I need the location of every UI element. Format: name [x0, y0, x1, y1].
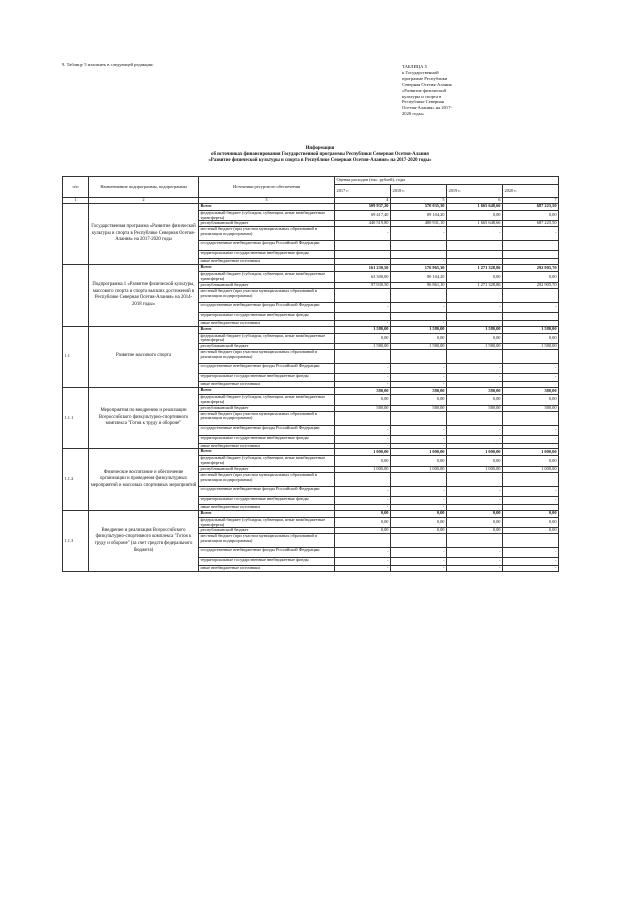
table-caption [402, 64, 498, 117]
amount-cell: 0,00 [335, 333, 391, 344]
funding-source: Всего [199, 510, 335, 517]
amount-cell [335, 472, 391, 486]
amount-cell: 0,00 [335, 517, 391, 528]
amount-cell [503, 251, 559, 259]
funding-source: республиканский бюджет [199, 528, 335, 534]
amount-cell: - [503, 496, 559, 504]
amount-cell: - [391, 548, 447, 558]
table-row [63, 449, 559, 456]
amount-cell: 0,00 [447, 510, 503, 517]
amount-cell: 440 519,80 [335, 221, 391, 227]
amount-cell: - [391, 320, 447, 326]
funding-source: государственные внебюджетные фонды Российской Федерации [199, 364, 335, 374]
funding-source: Всего [199, 449, 335, 456]
program-name: Развитие массового спорта [89, 326, 199, 387]
amount-cell: 580,00 [503, 387, 559, 394]
funding-source: федеральный бюджет (субсидии, субвенции, иные межбюджетные трансферты) [199, 394, 335, 405]
amount-cell: 1 580,00 [391, 326, 447, 333]
amount-cell [503, 534, 559, 548]
amount-cell: - [447, 496, 503, 504]
column-number: 3 [199, 198, 335, 204]
header-year: 2017 г. [335, 185, 391, 198]
row-number [63, 203, 89, 264]
amount-cell [335, 312, 391, 320]
amount-cell: 80 104,20 [391, 272, 447, 283]
doc-subtitle-2: «Развитие физической культуры и спорта в Республике Северная Осетия-Алания» на 2017-2020 годы» [208, 158, 432, 163]
amount-cell: 580,00 [447, 387, 503, 394]
amount-cell: - [447, 364, 503, 374]
amount-cell: 292 905,70 [503, 282, 559, 288]
amount-cell: - [391, 566, 447, 572]
column-number: 1 [63, 198, 89, 204]
amount-cell: - [335, 435, 391, 443]
amount-cell: 0,00 [503, 456, 559, 467]
funding-source: федеральный бюджет (субсидии, субвенции, иные межбюджетные трансферты) [199, 210, 335, 221]
amount-cell: 0,00 [335, 456, 391, 467]
amount-cell: 1 000,00 [503, 466, 559, 472]
amount-cell: - [335, 558, 391, 566]
amount-cell: 0,00 [447, 456, 503, 467]
funding-source: местный бюджет (при участии муниципальных образований в реализации подпрограммы) [199, 227, 335, 241]
amount-cell [391, 350, 447, 364]
funding-source: Всего [199, 203, 335, 210]
row-number: 1.1 [63, 326, 89, 387]
amount-cell: 1 271 328,86 [447, 282, 503, 288]
amount-cell: 1 665 648,66 [447, 203, 503, 210]
amount-cell: 0,00 [335, 510, 391, 517]
caption-line: Республике Северная [402, 99, 444, 105]
amount-cell: 1 000,00 [335, 466, 391, 472]
funding-source: территориальные государственные внебюджетные фонды [199, 312, 335, 320]
caption-line: «Развитие физической [402, 87, 446, 93]
funding-source: территориальные государственные внебюджетные фонды [199, 251, 335, 259]
amount-cell: - [447, 227, 503, 241]
column-number: 5 [391, 198, 447, 204]
amount-cell: 570 035,30 [391, 203, 447, 210]
amount-cell: 687 225,50 [503, 221, 559, 227]
amount-cell: - [335, 443, 391, 449]
amount-cell: 1 665 648,66 [447, 221, 503, 227]
amount-cell [447, 350, 503, 364]
amount-cell: 176 965,30 [391, 265, 447, 272]
header-name: Наименование подпрограммы, подпрограммы [89, 177, 199, 198]
amount-cell [391, 251, 447, 259]
amount-cell: - [447, 425, 503, 435]
amount-cell [447, 534, 503, 548]
amount-cell: 89 104,20 [391, 210, 447, 221]
amount-cell: - [391, 364, 447, 374]
amount-cell: 0,00 [391, 394, 447, 405]
amount-cell: 1 580,00 [503, 344, 559, 350]
program-name: Государственная программа «Развитие физической культуры и спорта в Республике Северная Осетия-Алания» на 2017-2020 годы [89, 203, 199, 264]
amount-cell: 0,00 [503, 210, 559, 221]
funding-source: Всего [199, 326, 335, 333]
amount-cell: 0,00 [391, 510, 447, 517]
funding-source: федеральный бюджет (субсидии, субвенции, иные межбюджетные трансферты) [199, 333, 335, 344]
caption-line: культуры и спорта в [402, 93, 442, 99]
amount-cell: 0,00 [335, 528, 391, 534]
amount-cell: 0,00 [391, 333, 447, 344]
amount-cell: 1 580,00 [503, 326, 559, 333]
funding-source: местный бюджет (при участии муниципальных образований в реализации подпрограммы) [199, 534, 335, 548]
funding-source: местный бюджет (при участии муниципальных образований в реализации подпрограммы) [199, 411, 335, 425]
amount-cell: - [503, 486, 559, 496]
amount-cell [391, 241, 447, 251]
amount-cell [503, 350, 559, 364]
funding-source: федеральный бюджет (субсидии, субвенции, иные межбюджетные трансферты) [199, 272, 335, 283]
program-name: Подпрограмма 1 «Развитие физической культуры, массового спорта и спорта высших достижений в Республике Северная Осетия-Алания» на 2014-2018 годы» [89, 265, 199, 326]
amount-cell: - [447, 486, 503, 496]
amount-cell [503, 288, 559, 302]
amount-cell: - [391, 374, 447, 382]
doc-subtitle: об источниках финансирования Государственной программы Республики Северная Осетия-Алания [211, 152, 429, 157]
table-row [63, 510, 559, 517]
amount-cell: - [447, 566, 503, 572]
amount-cell: - [335, 302, 391, 312]
amount-cell: 0,00 [447, 517, 503, 528]
intro-text: 9. Таблицу 5 изложить в следующей редакции: [62, 62, 154, 67]
amount-cell: 0,00 [391, 517, 447, 528]
row-number: 1.1.2 [63, 449, 89, 510]
amount-cell [447, 472, 503, 486]
caption-line: к Государственной [402, 69, 439, 75]
column-number: 2 [89, 198, 199, 204]
amount-cell: 0,00 [391, 528, 447, 534]
amount-cell: 1 000,00 [447, 449, 503, 456]
table-row [63, 203, 559, 210]
amount-cell: - [503, 425, 559, 435]
amount-cell: - [335, 548, 391, 558]
amount-cell: - [335, 382, 391, 388]
amount-cell: 580,00 [335, 387, 391, 394]
funding-source: иные внебюджетные источники [199, 566, 335, 572]
program-name: Внедрение и реализация Всероссийского физкультурно-спортивного комплекса "Готов к труду и обороне" (за счет средств федерального бюджета) [89, 510, 199, 571]
caption-line: 2020 годы» [402, 111, 424, 117]
amount-cell [391, 472, 447, 486]
amount-cell: 580,00 [335, 405, 391, 411]
amount-cell: 480 931,10 [391, 221, 447, 227]
amount-cell: - [391, 486, 447, 496]
funding-source: иные внебюджетные источники [199, 443, 335, 449]
header-costs: Оценка расходов (тыс. рублей), годы [335, 177, 559, 185]
funding-source: федеральный бюджет (субсидии, субвенции, иные межбюджетные трансферты) [199, 517, 335, 528]
amount-cell [335, 241, 391, 251]
amount-cell [503, 312, 559, 320]
row-number [63, 265, 89, 326]
amount-cell [503, 472, 559, 486]
amount-cell [503, 411, 559, 425]
amount-cell: - [391, 496, 447, 504]
header-year: 2019 г. [447, 185, 503, 198]
amount-cell [447, 251, 503, 259]
funding-source: государственные внебюджетные фонды Российской Федерации [199, 425, 335, 435]
funding-source: иные внебюджетные источники [199, 382, 335, 388]
table-row [63, 265, 559, 272]
amount-cell: - [447, 435, 503, 443]
amount-cell: 1 580,00 [335, 326, 391, 333]
header-source: Источники ресурсного обеспечения [199, 177, 335, 198]
amount-cell: - [391, 425, 447, 435]
amount-cell: 580,00 [391, 405, 447, 411]
amount-cell [335, 534, 391, 548]
amount-cell: - [391, 443, 447, 449]
amount-cell: - [503, 548, 559, 558]
amount-cell: - [447, 374, 503, 382]
amount-cell: - [335, 320, 391, 326]
amount-cell: 69 417,40 [335, 210, 391, 221]
amount-cell: 1 000,00 [447, 466, 503, 472]
funding-source: республиканский бюджет [199, 466, 335, 472]
caption-line: ТАБЛИЦА 5 [402, 64, 427, 69]
amount-cell: 0,00 [447, 528, 503, 534]
amount-cell: 292 905,70 [503, 265, 559, 272]
amount-cell [391, 534, 447, 548]
amount-cell: - [335, 374, 391, 382]
amount-cell: - [391, 558, 447, 566]
amount-cell: 687 225,50 [503, 203, 559, 210]
funding-table [62, 176, 559, 572]
amount-cell: 1 000,00 [335, 449, 391, 456]
amount-cell [391, 312, 447, 320]
amount-cell: 161 230,50 [335, 265, 391, 272]
amount-cell: 1 000,00 [391, 466, 447, 472]
header-num: п/п [63, 177, 89, 198]
amount-cell [447, 411, 503, 425]
column-number: 6 [447, 198, 503, 204]
amount-cell: 0,00 [447, 210, 503, 221]
amount-cell: - [335, 486, 391, 496]
amount-cell: - [503, 566, 559, 572]
amount-cell [447, 288, 503, 302]
amount-cell: - [335, 504, 391, 510]
amount-cell [447, 312, 503, 320]
amount-cell [335, 411, 391, 425]
amount-cell: 0,00 [503, 517, 559, 528]
amount-cell: 0,00 [447, 272, 503, 283]
funding-source: местный бюджет (при участии муниципальных образований в реализации подпрограммы) [199, 472, 335, 486]
amount-cell: - [335, 496, 391, 504]
funding-source: государственные внебюджетные фонды Российской Федерации [199, 486, 335, 496]
caption-line: Осетия-Алания» на 2017- [402, 105, 453, 111]
doc-title: Информация [305, 146, 335, 151]
amount-cell: 1 000,00 [503, 449, 559, 456]
program-name: Мероприятия по внедрению и реализации Всероссийского физкультурно-спортивного комплекса "Готов к труду и обороне" [89, 387, 199, 448]
amount-cell: - [335, 425, 391, 435]
table-row [63, 387, 559, 394]
amount-cell: - [391, 227, 447, 241]
funding-source: территориальные государственные внебюджетные фонды [199, 374, 335, 382]
amount-cell: 580,00 [503, 405, 559, 411]
amount-cell: - [503, 227, 559, 241]
amount-cell: 63 300,00 [335, 272, 391, 283]
amount-cell: 1 000,00 [391, 449, 447, 456]
amount-cell: 97 930,50 [335, 282, 391, 288]
funding-source: республиканский бюджет [199, 405, 335, 411]
amount-cell: 0,00 [447, 394, 503, 405]
amount-cell [391, 288, 447, 302]
funding-source: Всего [199, 265, 335, 272]
funding-source: республиканский бюджет [199, 344, 335, 350]
amount-cell: 0,00 [503, 510, 559, 517]
program-name: Физическое воспитание и обеспечение организации и проведения физкультурных мероприятий и массовых спортивных мероприятий [89, 449, 199, 510]
funding-source: иные внебюджетные источники [199, 320, 335, 326]
amount-cell: 0,00 [503, 528, 559, 534]
funding-source: территориальные государственные внебюджетные фонды [199, 558, 335, 566]
amount-cell: - [503, 435, 559, 443]
amount-cell: - [391, 504, 447, 510]
amount-cell: - [503, 558, 559, 566]
amount-cell: - [391, 259, 447, 265]
amount-cell: - [391, 435, 447, 443]
funding-source: иные внебюджетные источники [199, 504, 335, 510]
funding-source: государственные внебюджетные фонды Российской Федерации [199, 302, 335, 312]
amount-cell: - [335, 364, 391, 374]
amount-cell: - [447, 558, 503, 566]
funding-source: территориальные государственные внебюджетные фонды [199, 496, 335, 504]
row-number: 1.1.3 [63, 510, 89, 571]
funding-source: Всего [199, 387, 335, 394]
funding-source: республиканский бюджет [199, 282, 335, 288]
header-year: 2018 г. [391, 185, 447, 198]
amount-cell: - [391, 302, 447, 312]
column-number: 4 [335, 198, 391, 204]
funding-source: местный бюджет (при участии муниципальных образований в реализации подпрограммы) [199, 350, 335, 364]
amount-cell [335, 288, 391, 302]
table-row [63, 326, 559, 333]
column-number: 7 [503, 198, 559, 204]
amount-cell: - [391, 382, 447, 388]
funding-source: федеральный бюджет (субсидии, субвенции, иные межбюджетные трансферты) [199, 456, 335, 467]
amount-cell: 1 580,00 [391, 344, 447, 350]
amount-cell: - [503, 374, 559, 382]
funding-source: территориальные государственные внебюджетные фонды [199, 435, 335, 443]
amount-cell: - [447, 548, 503, 558]
amount-cell [447, 241, 503, 251]
amount-cell [391, 411, 447, 425]
amount-cell: - [335, 227, 391, 241]
amount-cell: 1 580,00 [335, 344, 391, 350]
amount-cell: - [503, 364, 559, 374]
funding-source: государственные внебюджетные фонды Российской Федерации [199, 548, 335, 558]
amount-cell [335, 350, 391, 364]
amount-cell: 0,00 [335, 394, 391, 405]
amount-cell: 0,00 [391, 456, 447, 467]
amount-cell [335, 251, 391, 259]
amount-cell: - [335, 566, 391, 572]
amount-cell: 1 580,00 [447, 344, 503, 350]
amount-cell: 580,00 [447, 405, 503, 411]
caption-line: Северная Осетия-Алания [402, 81, 452, 87]
header-year: 2020 г. [503, 185, 559, 198]
amount-cell: 96 861,10 [391, 282, 447, 288]
amount-cell: 0,00 [503, 272, 559, 283]
funding-source: государственные внебюджетные фонды Российской Федерации [199, 241, 335, 251]
amount-cell [503, 241, 559, 251]
amount-cell: 0,00 [503, 394, 559, 405]
amount-cell: - [447, 302, 503, 312]
caption-line: программе Республики [402, 75, 448, 81]
funding-source: местный бюджет (при участии муниципальных образований в реализации подпрограммы) [199, 288, 335, 302]
amount-cell: 580,00 [391, 387, 447, 394]
amount-cell: - [503, 302, 559, 312]
funding-source: иные внебюджетные источники [199, 259, 335, 265]
amount-cell: 509 937,20 [335, 203, 391, 210]
amount-cell: 0,00 [503, 333, 559, 344]
amount-cell: 0,00 [447, 333, 503, 344]
funding-source: республиканский бюджет [199, 221, 335, 227]
row-number: 1.1.1 [63, 387, 89, 448]
amount-cell: 1 271 328,86 [447, 265, 503, 272]
amount-cell: 1 580,00 [447, 326, 503, 333]
